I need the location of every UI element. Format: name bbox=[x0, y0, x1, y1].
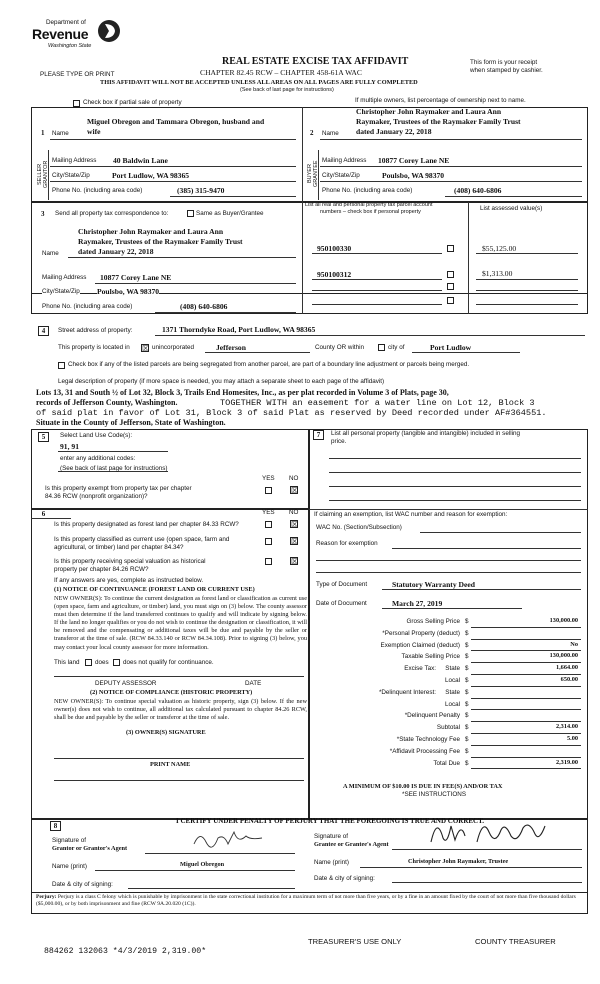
treasurer-stamp: 884262 132063 *4/3/2019 2,319.00* bbox=[44, 947, 207, 956]
owner-signature-label: (3) OWNER(S) SIGNATURE bbox=[126, 729, 206, 736]
section-7-number: 7 bbox=[313, 430, 324, 440]
dollar-sign: $ bbox=[465, 629, 469, 637]
partial-sale-checkbox[interactable] bbox=[73, 100, 80, 107]
buyer-phone-label: Phone No. (including area code) bbox=[322, 187, 413, 194]
this-land-label: This land bbox=[54, 659, 80, 666]
grantee-signature bbox=[425, 812, 550, 852]
amounts-table bbox=[309, 615, 588, 795]
exemption-label: If claiming an exemption, list WAC number and reason for exemption: bbox=[314, 511, 508, 518]
amount-row bbox=[309, 735, 588, 747]
current-use-yes-checkbox[interactable] bbox=[265, 538, 272, 545]
exempt-yes-checkbox[interactable] bbox=[265, 487, 272, 494]
historic-question-1: Is this property receiving special valuation as historical bbox=[54, 558, 206, 565]
seller-mailing-label: Mailing Address bbox=[52, 157, 97, 164]
amount-value: 2,314.00 bbox=[555, 723, 578, 731]
amount-row bbox=[309, 723, 588, 735]
corr-mailing-label: Mailing Address bbox=[42, 274, 87, 281]
forest-yes-checkbox[interactable] bbox=[265, 521, 272, 528]
partial-sale-label: Check box if partial sale of property bbox=[83, 99, 182, 106]
grantee-date-label: Date & city of signing: bbox=[314, 875, 375, 882]
agency-name: Revenue bbox=[32, 26, 89, 42]
notice-1-title: (1) NOTICE OF CONTINUANCE (FOREST LAND OR CURRENT USE) bbox=[54, 586, 255, 593]
print-name-label: PRINT NAME bbox=[150, 761, 191, 768]
dollar-sign: $ bbox=[465, 677, 469, 684]
amount-label: Taxable Selling Price bbox=[401, 653, 460, 661]
same-as-buyer-checkbox[interactable] bbox=[187, 210, 194, 217]
forest-question: Is this property designated as forest land per chapter 84.33 RCW? bbox=[54, 521, 239, 528]
land-use-value: 91, 91 bbox=[60, 442, 79, 451]
please-type: PLEASE TYPE OR PRINT bbox=[40, 71, 115, 78]
amount-row bbox=[309, 747, 588, 759]
deputy-date-label: DATE bbox=[245, 680, 262, 687]
segregated-label: Check box if any of the listed parcels are being segregated from another parcel, are part of a boundary line adjustment or parcels being merged. bbox=[68, 361, 470, 368]
certify-statement: I CERTIFY UNDER PENALTY OF PERJURY THAT THE FOREGOING IS TRUE AND CORRECT. bbox=[176, 817, 485, 825]
notice-1-body: NEW OWNER(S): To continue the current designation as forest land or classification as current use (open space, farm and agriculture, or timber) land, you must sign on (3) below. The county assessor must then determine if the land transferred continues to qualify and will indicate by signing below. If the land no longer qualifies or you do not wish to continue the designation or classification, it will be removed and the compensating or additional taxes will be due and payable by the seller or transferor at the time of sale. (RCW 84.33.140 or RCW 84.34.108). Prior to signing (3) below, you may contact your local county assessor for more information. bbox=[54, 595, 307, 651]
amount-label: Exemption Claimed (deduct) bbox=[380, 641, 460, 649]
form-title: REAL ESTATE EXCISE TAX AFFIDAVIT bbox=[222, 56, 409, 67]
segregated-checkbox[interactable] bbox=[58, 362, 65, 369]
street-label: Street address of property: bbox=[58, 327, 133, 334]
doc-date-label: Date of Document bbox=[316, 600, 367, 607]
amount-label: *Personal Property (deduct) bbox=[382, 629, 460, 637]
doc-type-value: Statutory Warranty Deed bbox=[392, 580, 475, 589]
city-value: Port Ludlow bbox=[430, 343, 472, 352]
historic-no-checkbox[interactable]: ☒ bbox=[291, 557, 299, 566]
if-yes-note: If any answers are yes, complete as instructed below. bbox=[54, 577, 204, 584]
corr-name-line1: Christopher John Raymaker and Laura Ann bbox=[78, 227, 224, 236]
parcel-header-1: List all real and personal property tax parcel account bbox=[305, 202, 433, 208]
county-label: County OR within bbox=[315, 344, 364, 351]
seller-name-label: Name bbox=[52, 130, 69, 137]
form-chapter: CHAPTER 82.45 RCW – CHAPTER 458-61A WAC bbox=[200, 68, 362, 77]
personal-property-checkbox[interactable] bbox=[447, 245, 454, 252]
receipt-note-2: when stamped by cashier. bbox=[470, 67, 543, 74]
dollar-sign: $ bbox=[465, 653, 469, 661]
land-does-checkbox[interactable] bbox=[85, 659, 92, 666]
county-treasurer-label: COUNTY TREASURER bbox=[475, 937, 556, 946]
street-value: 1371 Thorndyke Road, Port Ludlow, WA 98365 bbox=[162, 325, 316, 334]
exempt-question-1: Is this property exempt from property tax per chapter bbox=[45, 485, 192, 492]
grantee-name-value: Christopher John Raymaker, Trustee bbox=[408, 858, 509, 865]
yes-label: YES bbox=[262, 475, 275, 482]
corr-name-line3: dated January 22, 2018 bbox=[78, 247, 154, 256]
corr-phone-value: (408) 640-6806 bbox=[180, 302, 228, 311]
minimum-note-2: *SEE INSTRUCTIONS bbox=[402, 791, 467, 798]
buyer-name-line1: Christopher John Raymaker and Laura Ann bbox=[356, 107, 502, 116]
grantor-date-label: Date & city of signing: bbox=[52, 881, 113, 888]
dollar-sign: $ bbox=[465, 641, 469, 649]
buyer-city-value: Poulsbo, WA 98370 bbox=[382, 171, 445, 180]
grantor-signature bbox=[190, 826, 270, 852]
amount-value: 130,000.00 bbox=[549, 652, 578, 660]
dollar-sign: $ bbox=[465, 759, 469, 767]
dollar-sign: $ bbox=[465, 724, 469, 732]
dollar-sign: $ bbox=[465, 747, 469, 755]
amount-value: No bbox=[570, 640, 578, 648]
historic-yes-checkbox[interactable] bbox=[265, 558, 272, 565]
minimum-note-1: A MINIMUM OF $10.00 IS DUE IN FEE(S) AND/OR TAX bbox=[343, 783, 503, 790]
buyer-phone-value: (408) 640-6806 bbox=[454, 186, 502, 195]
grantee-sig-label-1: Signature of bbox=[314, 833, 348, 840]
legal-line2a: records of Jefferson County, Washington. bbox=[36, 398, 178, 407]
amount-value: 5.00 bbox=[566, 735, 578, 742]
personal-property-label-2: price. bbox=[331, 438, 347, 445]
personal-property-label-1: List all personal property (tangible and intangible) included in selling bbox=[331, 430, 521, 437]
grantee-sig-label-2: Grantee or Grantee's Agent bbox=[314, 841, 389, 848]
assessed-value: $1,313.00 bbox=[482, 269, 513, 278]
grantor-sig-label-2: Grantor or Grantor's Agent bbox=[52, 845, 128, 852]
no-label: NO bbox=[289, 475, 299, 482]
seller-name-line2: wife bbox=[87, 127, 101, 136]
amount-row bbox=[309, 759, 588, 771]
dollar-sign: $ bbox=[465, 712, 469, 720]
receipt-note-1: This form is your receipt bbox=[470, 59, 538, 66]
corr-mailing-value: 10877 Corey Lane NE bbox=[100, 273, 172, 282]
section-2-number: 2 bbox=[310, 129, 314, 137]
multiple-owners-note: If multiple owners, list percentage of ownership next to name. bbox=[355, 97, 526, 104]
amount-sublabel: State bbox=[445, 665, 460, 673]
dor-logo bbox=[30, 18, 125, 58]
current-use-no-checkbox[interactable]: ☒ bbox=[291, 537, 299, 546]
legal-line2b: TOGETHER WITH an easement for a water line on Lot 12, Block 3 bbox=[220, 398, 535, 408]
section-1-number: 1 bbox=[41, 129, 45, 137]
amount-label: Excise Tax: bbox=[404, 665, 436, 673]
amount-sublabel: State bbox=[445, 688, 460, 696]
amount-label: *Affidavit Processing Fee bbox=[389, 747, 460, 755]
amount-value: 130,000.00 bbox=[549, 617, 578, 624]
buyer-mailing-value: 10877 Corey Lane NE bbox=[378, 156, 450, 165]
buyer-mailing-label: Mailing Address bbox=[322, 157, 367, 164]
amount-row bbox=[309, 700, 588, 712]
historic-question-2: property per chapter 84.26 RCW? bbox=[54, 566, 149, 573]
corr-city-label: City/State/Zip bbox=[42, 288, 80, 295]
seller-phone-value: (385) 315-9470 bbox=[177, 186, 225, 195]
wac-label: WAC No. (Section/Subsection) bbox=[316, 524, 402, 531]
amount-label: *State Technology Fee bbox=[396, 736, 460, 743]
parcel-header-2: numbers – check box if personal property bbox=[320, 209, 421, 215]
personal-property-checkbox[interactable] bbox=[447, 283, 454, 290]
dollar-sign: $ bbox=[465, 618, 469, 625]
notice-2-body: NEW OWNER(S): To continue special valuation as historic property, sign (3) below. If the new owner(s) does not wish to continue, all additional tax calculated pursuant to chapter 84.26 RCW, shall be due and payable by the seller or transferor at the time of sale. bbox=[54, 698, 307, 722]
amount-row bbox=[309, 676, 588, 688]
land-does-not-label: does not qualify for continuance. bbox=[123, 659, 214, 666]
assessed-header: List assessed value(s) bbox=[480, 205, 543, 212]
current-use-question-1: Is this property classified as current use (open space, farm and bbox=[54, 536, 230, 543]
personal-property-checkbox[interactable] bbox=[447, 297, 454, 304]
buyer-name-label: Name bbox=[322, 130, 339, 137]
land-does-label: does bbox=[95, 659, 109, 666]
amount-value: 2,319.00 bbox=[555, 758, 578, 766]
amount-row bbox=[309, 711, 588, 723]
unincorporated-label: unincorporated bbox=[152, 344, 195, 351]
current-use-question-2: agricultural, or timber) land per chapter 84.34? bbox=[54, 544, 184, 551]
dollar-sign: $ bbox=[465, 736, 469, 743]
buyer-city-label: City/State/Zip bbox=[322, 172, 360, 179]
forest-no-checkbox[interactable]: ☒ bbox=[291, 520, 299, 529]
deputy-assessor-label: DEPUTY ASSESSOR bbox=[95, 680, 157, 687]
parcel-number: 950100312 bbox=[317, 270, 352, 279]
land-use-label: Select Land Use Code(s): bbox=[60, 432, 133, 439]
section-5-number: 5 bbox=[38, 432, 49, 442]
amount-row bbox=[309, 629, 588, 641]
reason-label: Reason for exemption bbox=[316, 540, 378, 547]
same-as-buyer-label: Same as Buyer/Grantee bbox=[196, 210, 264, 217]
assessed-value: $55,125.00 bbox=[482, 244, 517, 253]
personal-property-checkbox[interactable] bbox=[447, 271, 454, 278]
legal-label: Legal description of property (if more space is needed, you may attach a separate sheet to each page of the affidavit) bbox=[58, 378, 385, 385]
corr-phone-label: Phone No. (including area code) bbox=[42, 303, 133, 310]
grantee-name-label: Name (print) bbox=[314, 859, 349, 866]
exempt-question-2: 84.36 RCW (nonprofit organization)? bbox=[45, 493, 148, 500]
amount-row bbox=[309, 688, 588, 700]
land-use-see-back: (See back of last page for instructions) bbox=[60, 465, 168, 472]
form-warning: THIS AFFIDAVIT WILL NOT BE ACCEPTED UNLESS ALL AREAS ON ALL PAGES ARE FULLY COMPLETED bbox=[100, 79, 418, 86]
legal-line4: Situate in the County of Jefferson, State of Washington. bbox=[36, 418, 226, 427]
city-of-label: city of bbox=[388, 344, 405, 351]
seller-name-line1: Miguel Obregon and Tammara Obregon, husband and bbox=[87, 117, 265, 126]
buyer-name-line2: Raymaker, Trustees of the Raymaker Family Trust bbox=[356, 117, 521, 126]
within-city-checkbox[interactable] bbox=[378, 344, 385, 351]
amount-sublabel: Local bbox=[444, 677, 460, 684]
perjury-body: Perjury is a class C felony which is punishable by imprisonment in the state correctional institution for a maximum term of not more than five years, or by a fine in an amount fixed by the court of not more than five thousand dollars ($5,000.00), or by both imprisonment and fine (RCW 9A.20.020 (1C)). bbox=[36, 894, 576, 908]
land-does-not-checkbox[interactable] bbox=[113, 659, 120, 666]
buyer-side-label: BUYER GRANTEE bbox=[307, 160, 319, 188]
section-3-number: 3 bbox=[41, 210, 45, 218]
seller-mailing-value: 40 Baldwin Lane bbox=[113, 156, 168, 165]
amount-label: *Delinquent Interest: bbox=[378, 688, 436, 696]
exempt-no-checkbox[interactable]: ☒ bbox=[291, 486, 299, 495]
amount-value: 650.00 bbox=[560, 676, 578, 683]
amount-label: Gross Selling Price bbox=[406, 618, 460, 625]
correspondence-label: Send all property tax correspondence to: bbox=[55, 210, 169, 217]
dollar-sign: $ bbox=[465, 700, 469, 708]
amount-row bbox=[309, 617, 588, 629]
parcel-number: 950100330 bbox=[317, 244, 352, 253]
notice-2-title: (2) NOTICE OF COMPLIANCE (HISTORIC PROPERTY) bbox=[90, 689, 253, 696]
yes-label: YES bbox=[262, 509, 275, 516]
seller-phone-label: Phone No. (including area code) bbox=[52, 187, 143, 194]
corr-name-line2: Raymaker, Trustees of the Raymaker Family Trust bbox=[78, 237, 243, 246]
seller-city-value: Port Ludlow, WA 98365 bbox=[112, 171, 190, 180]
corr-city-value: Poulsbo, WA 98370 bbox=[97, 287, 160, 296]
section-8-number: 8 bbox=[50, 821, 61, 831]
buyer-name-line3: dated January 22, 2018 bbox=[356, 127, 432, 136]
agency-line1: Department of bbox=[46, 19, 86, 26]
county-value: Jefferson bbox=[216, 343, 246, 352]
amount-row bbox=[309, 664, 588, 676]
amount-row bbox=[309, 652, 588, 664]
amount-row bbox=[309, 641, 588, 653]
legal-line1: Lots 13, 31 and South ½ of Lot 32, Block 3, Trails End Homesites, Inc., as per plat recorded in Volume 3 of Plats, page 30, bbox=[36, 388, 449, 397]
form-see-back: (See back of last page for instructions) bbox=[240, 87, 334, 93]
doc-date-value: March 27, 2019 bbox=[392, 599, 443, 608]
section-6-number: 6 bbox=[41, 510, 46, 518]
amount-sublabel: Local bbox=[444, 700, 460, 708]
dollar-sign: $ bbox=[465, 688, 469, 696]
amount-label: Total Due bbox=[433, 759, 460, 767]
treasurer-use-label: TREASURER'S USE ONLY bbox=[308, 937, 402, 946]
seller-side-label: SELLER GRANTOR bbox=[37, 160, 49, 188]
dollar-sign: $ bbox=[465, 665, 469, 673]
amount-label: Subtotal bbox=[436, 724, 460, 732]
doc-type-label: Type of Document bbox=[316, 581, 368, 588]
grantor-name-label: Name (print) bbox=[52, 863, 87, 870]
grantor-sig-label-1: Signature of bbox=[52, 837, 86, 844]
perjury-text bbox=[36, 894, 584, 909]
grantor-name-value: Miguel Obregon bbox=[180, 861, 225, 868]
additional-codes-label: enter any additional codes: bbox=[60, 455, 136, 462]
perjury-label: Perjury: bbox=[36, 894, 57, 900]
agency-state: Washington State bbox=[48, 43, 92, 49]
section-4-number: 4 bbox=[38, 326, 49, 336]
amount-label: *Delinquent Penalty bbox=[404, 712, 460, 720]
corr-name-label: Name bbox=[42, 250, 59, 257]
dor-logo-mark bbox=[96, 18, 122, 44]
located-label: This property is located in bbox=[58, 344, 130, 351]
no-label: NO bbox=[289, 509, 299, 516]
amount-value: 1,664.00 bbox=[555, 664, 578, 672]
unincorporated-checkbox[interactable]: ☒ bbox=[142, 344, 150, 353]
seller-city-label: City/State/Zip bbox=[52, 172, 90, 179]
legal-line3: of said plat in favor of Lot 31, Block 3 of said Plat as reserved by Deed recorded under AF#364551. bbox=[36, 408, 547, 418]
